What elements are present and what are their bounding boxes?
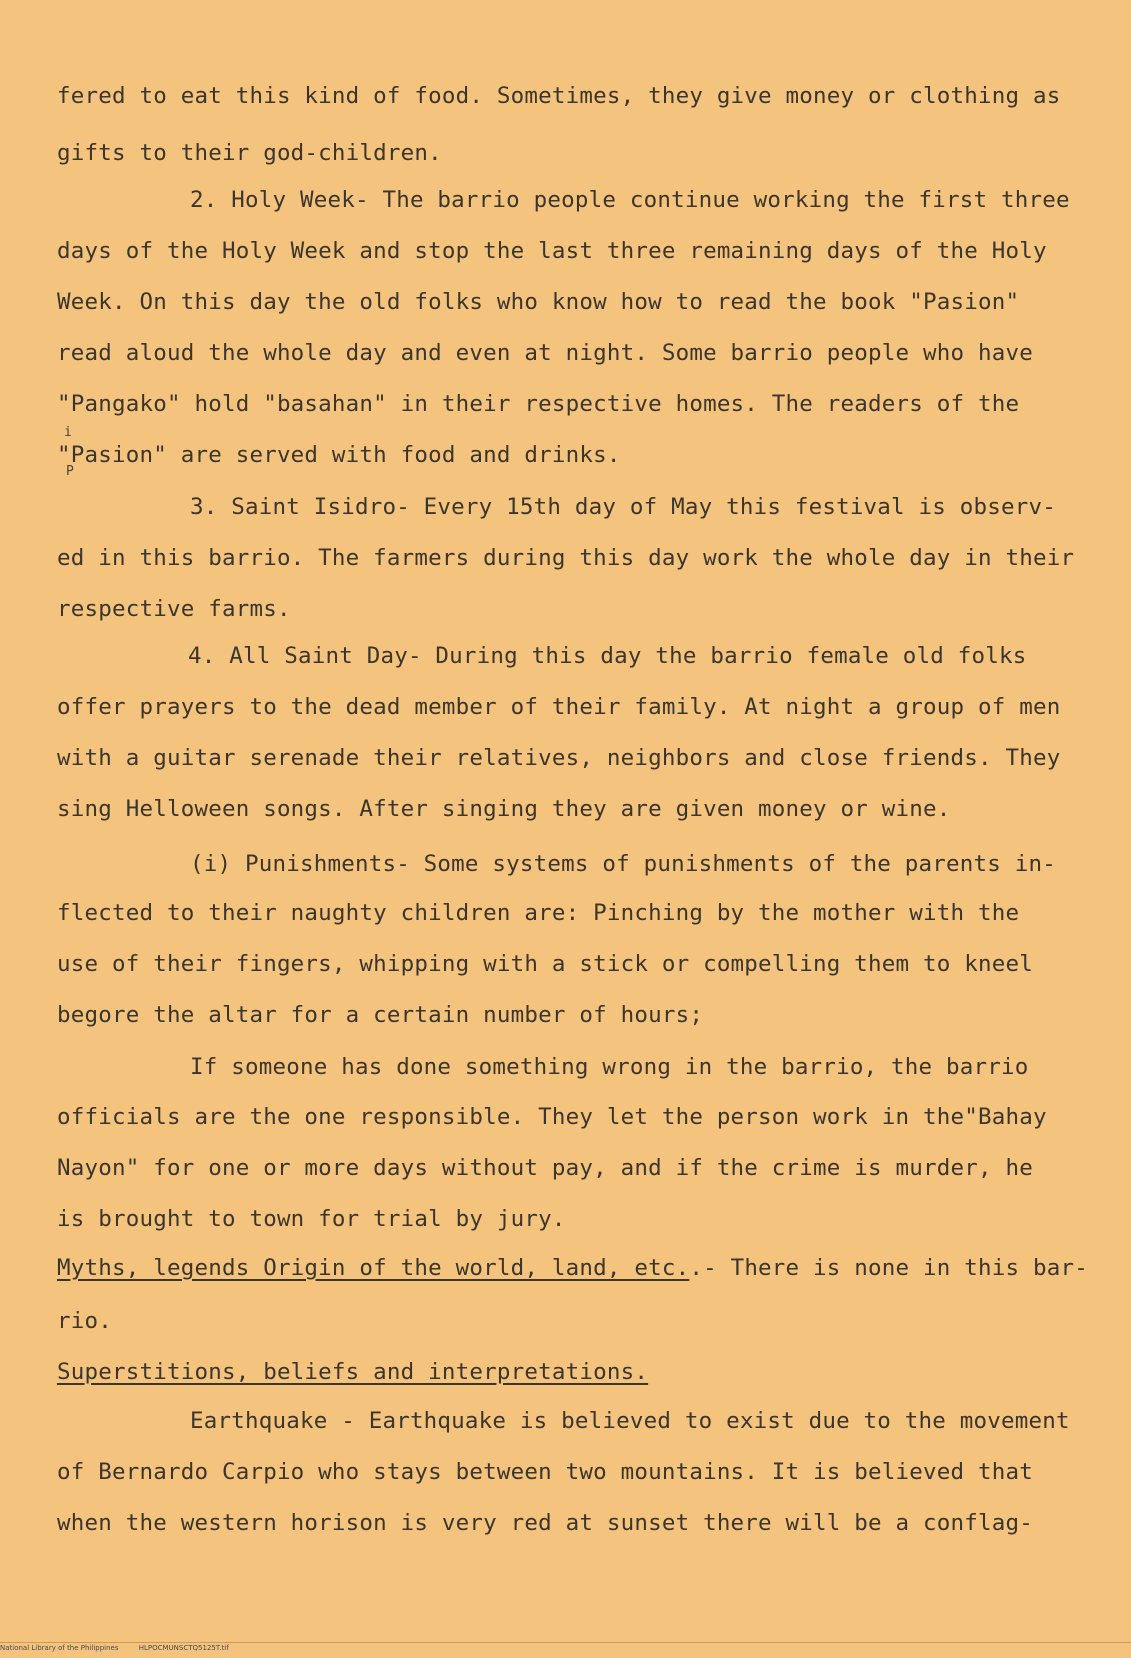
text-line: is brought to town for trial by jury. bbox=[57, 1206, 566, 1232]
scan-footer bbox=[0, 1644, 247, 1652]
text-line: officials are the one responsible. They let the person work in the"Bahay bbox=[57, 1104, 1047, 1130]
marginal-mark: i bbox=[64, 425, 72, 440]
text-line: read aloud the whole day and even at night. Some barrio people who have bbox=[57, 340, 1033, 366]
text-line: 2. Holy Week- The barrio people continue working the first three bbox=[190, 187, 1070, 213]
text-line: 4. All Saint Day- During this day the barrio female old folks bbox=[188, 643, 1027, 669]
text-line: rio. bbox=[57, 1308, 112, 1334]
text-line: begore the altar for a certain number of hours; bbox=[57, 1002, 704, 1028]
text-line: gifts to their god-children. bbox=[57, 140, 442, 166]
myths-text: .- There is none in this bar- bbox=[689, 1255, 1088, 1281]
text-line: Week. On this day the old folks who know how to read the book "Pasion" bbox=[57, 289, 1020, 315]
text-line: "Pangako" hold "basahan" in their respective homes. The readers of the bbox=[57, 391, 1020, 417]
text-line: fered to eat this kind of food. Sometimes, they give money or clothing as bbox=[57, 83, 1061, 109]
text-line: sing Helloween songs. After singing they are given money or wine. bbox=[57, 796, 951, 822]
text-line: Nayon" for one or more days without pay, and if the crime is murder, he bbox=[57, 1155, 1033, 1181]
text-line: flected to their naughty children are: Pinching by the mother with the bbox=[57, 900, 1020, 926]
text-line: respective farms. bbox=[57, 596, 291, 622]
footer-divider bbox=[0, 1642, 1131, 1643]
marginal-mark: P bbox=[66, 464, 74, 479]
text-line: with a guitar serenade their relatives, neighbors and close friends. They bbox=[57, 745, 1061, 771]
text-line: of Bernardo Carpio who stays between two mountains. It is believed that bbox=[57, 1459, 1033, 1485]
text-line: ed in this barrio. The farmers during this day work the whole day in their bbox=[57, 545, 1075, 571]
myths-heading: Myths, legends Origin of the world, land, etc. bbox=[57, 1255, 690, 1281]
footer-library: National Library of the Philippines bbox=[0, 1644, 119, 1652]
text-line: (i) Punishments- Some systems of punishments of the parents in- bbox=[190, 851, 1057, 877]
superstitions-heading: Superstitions, beliefs and interpretations. bbox=[57, 1359, 649, 1385]
text-line: use of their fingers, whipping with a stick or compelling them to kneel bbox=[57, 951, 1033, 977]
text-line: Earthquake - Earthquake is believed to exist due to the movement bbox=[190, 1408, 1070, 1434]
text-line: 3. Saint Isidro- Every 15th day of May this festival is observ- bbox=[190, 494, 1057, 520]
myths-heading-line bbox=[57, 1253, 1088, 1283]
footer-filename: HLPOCMUNSCTQ5125T.tif bbox=[138, 1644, 229, 1652]
text-line: when the western horison is very red at sunset there will be a conflag- bbox=[57, 1510, 1033, 1536]
text-line: days of the Holy Week and stop the last three remaining days of the Holy bbox=[57, 238, 1047, 264]
text-line: "Pasion" are served with food and drinks. bbox=[57, 442, 621, 468]
text-line: offer prayers to the dead member of their family. At night a group of men bbox=[57, 694, 1061, 720]
text-line: If someone has done something wrong in the barrio, the barrio bbox=[190, 1054, 1029, 1080]
